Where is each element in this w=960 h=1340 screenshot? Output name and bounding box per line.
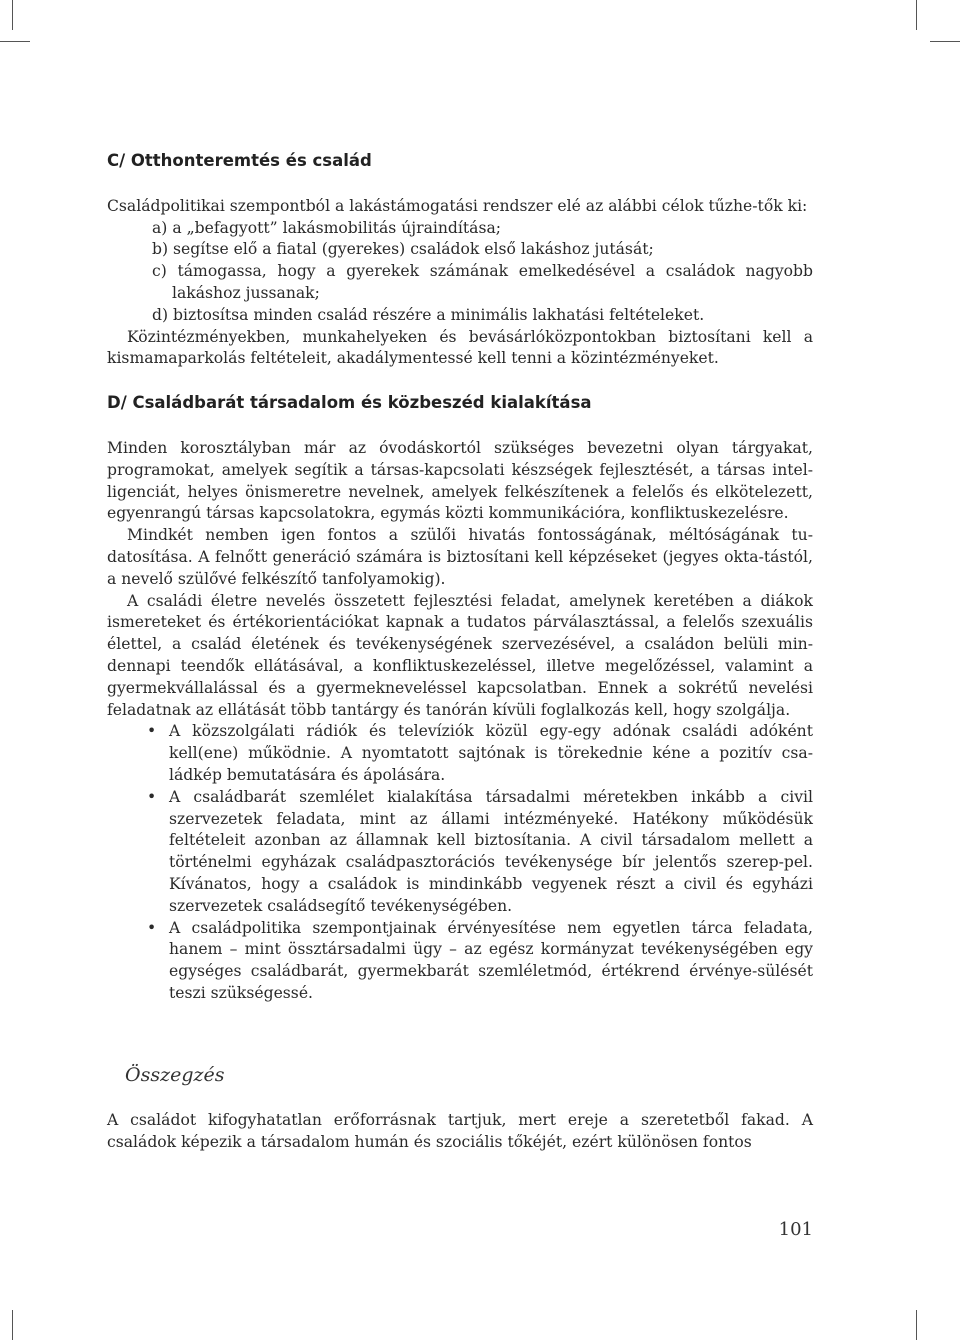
section-d-paragraph-3: A családi életre nevelés összetett fejlesztési feladat, amelynek keretében a diákok ismereteket és értékorientációkat kapnak a tudatos párválasztással, a felelős szexuális élettel, a család életének és tevékenységének szervezésével, a családon belüli min-dennapi teendők ellátásával, a konfliktuskezeléssel, illetve megelőzéssel, valamint a gyermekvállalással és a gyermekneveléssel kapcsolatban. Ennek a sokrétű nevelési feladatnak az ellátását több tantárgy és tanórán kívüli foglalkozás kell, hogy szolgálja. xyxy=(107,591,813,719)
summary-title: Összegzés xyxy=(125,1063,225,1086)
crop-mark-bottom-right-vertical xyxy=(916,1310,917,1340)
crop-mark-top-left-vertical xyxy=(12,0,13,30)
bullet-icon: • xyxy=(147,918,157,937)
summary-text: A családot kifogyhatatlan erőforrásnak tartjuk, mert ereje a szeretetből fakad. A családok képezik a társadalom humán és szociális tőkéjét, ezért különösen fontos xyxy=(107,1111,813,1152)
goal-item-a: a) a „befagyott” lakásmobilitás újraindítása; xyxy=(152,218,502,237)
section-d-paragraph-2: Mindkét nemben igen fontos a szülői hivatás fontosságának, méltóságának tu-datosítása. A felnőtt generáció számára is biztosítani kell képzéseket (jegyes okta-tástól, a nevelő szülővé felkészítő tanfolyamokig). xyxy=(107,526,813,588)
section-c-closing: Közintézményekben, munkahelyeken és bevásárlóközpontokban biztosítani kell a kismamaparkolás feltételeit, akadálymentessé kell tenni a közintézményeket. xyxy=(107,327,813,368)
goal-item-b: b) segítse elő a fiatal (gyerekes) családok első lakáshoz jutását; xyxy=(152,240,654,259)
page-number: 101 xyxy=(778,1219,813,1240)
section-d-paragraph-1: Minden korosztályban már az óvodáskortól szükséges bevezetni olyan tárgyakat, programokat, amelyek segítik a társas-kapcsolati készségek fejlesztését, a társas intel-ligenciát, helyes önismeretre nevelnek, amelyek felkészítenek a felelős és elkötelezett, egyenrangú társas kapcsolatokra, egymás közti kommunikációra, konfliktuskezelésre. xyxy=(107,438,813,523)
section-c-title: C/ Otthonteremtés és család xyxy=(107,151,372,170)
bullet-icon: • xyxy=(147,722,157,741)
bullet-text: A családbarát szemlélet kialakítása társadalmi méretekben inkább a civil szervezetek feladata, mint az állami intézményeké. Hatékony működésük feltételeit azonban az államnak kell biztosítania. A civil társadalom mellett a történelmi egyházak családpasztorációs tevékenysége bír jelentős szerep-pel. Kívánatos, hogy a családok is mindinkább vegyenek részt a civil és egyházi szervezetek családsegítő tevékenységében. xyxy=(169,787,813,915)
section-c-intro: Családpolitikai szempontból a lakástámogatási rendszer elé az alábbi célok tűzhe-tők ki: xyxy=(107,196,808,215)
bullet-item xyxy=(107,918,813,1005)
bullet-text: A családpolitika szempontjainak érvényesítése nem egyetlen tárca feladata, hanem – mint össztársadalmi ügy – az egész kormányzat tevékenységében egy egységes családbarát, gyermekbarát szemléletmód, értékrend érvénye-sülését teszi szükségessé. xyxy=(169,918,813,1002)
crop-mark-top-right-horizontal xyxy=(930,41,960,42)
crop-mark-bottom-left-vertical xyxy=(12,1310,13,1340)
goal-item-c: c) támogassa, hogy a gyerekek számának emelkedésével a családok nagyobb lakáshoz jussanak; xyxy=(152,262,813,302)
bullet-item xyxy=(107,787,813,918)
section-d-title: D/ Családbarát társadalom és közbeszéd kialakítása xyxy=(107,393,592,413)
bullet-item xyxy=(107,721,813,786)
bullet-text: A közszolgálati rádiók és televíziók közül egy-egy adónak családi adóként kell(ene) működnie. A nyomtatott sajtónak is törekednie kéne a pozitív csa-ládkép bemutatására és ápolására. xyxy=(169,722,813,784)
crop-mark-top-left-horizontal xyxy=(0,41,30,42)
page-content xyxy=(107,150,813,1154)
crop-mark-top-right-vertical xyxy=(916,0,917,30)
bullet-list xyxy=(107,721,813,1004)
goal-item-d: d) biztosítsa minden család részére a minimális lakhatási feltételeket. xyxy=(152,305,705,324)
bullet-icon: • xyxy=(147,787,157,806)
